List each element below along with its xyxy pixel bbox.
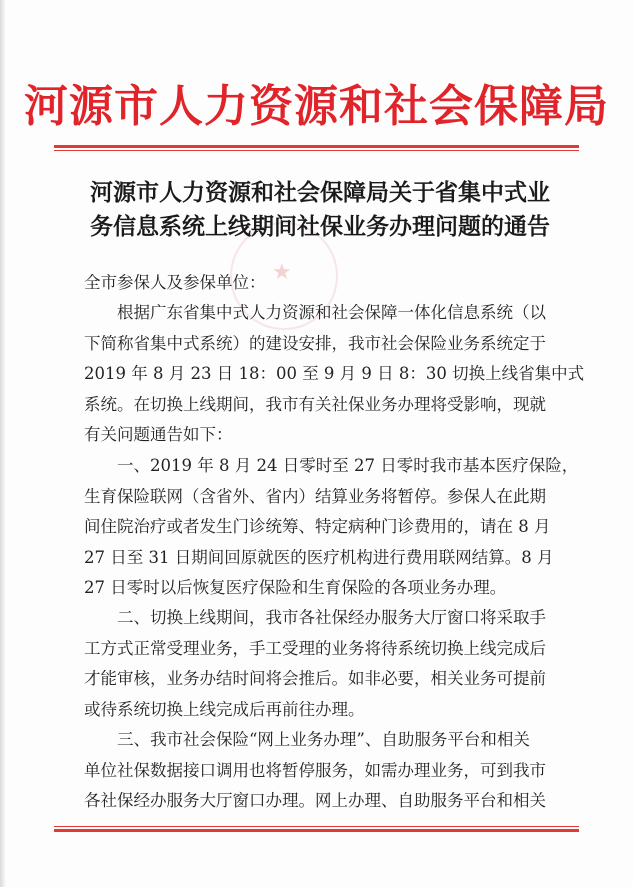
- notice-title-line: 河源市人力资源和社会保障局关于省集中式业: [90, 179, 550, 206]
- paragraph-line: 间住院治疗或者发生门诊统筹、特定病种门诊费用的，请在 8 月: [84, 517, 551, 536]
- notice-title: [70, 176, 570, 244]
- paragraph-item-2: [84, 603, 554, 725]
- paragraph-line: 工方式正常受理业务，手工受理的业务将待系统切换上线完成后: [84, 638, 546, 658]
- paragraph-line: 有关问题通告如下：: [84, 425, 233, 444]
- paragraph-intro: [84, 298, 585, 451]
- agency-letterhead: 河源市人力资源和社会保障局: [24, 81, 609, 132]
- paragraph-line: 2019 年 8 月 23 日 18：00 至 9 月 9 日 8：30 切换上线省集中式: [84, 364, 585, 383]
- notice-title-line: 务信息系统上线期间社保业务办理问题的通告: [90, 213, 550, 240]
- seal-star-icon: ★: [272, 260, 292, 285]
- paragraph-line: 生育保险联网（含省外、省内）结算业务将暂停。参保人在此期: [84, 486, 546, 506]
- paragraph-item-3: [84, 725, 554, 817]
- salutation: 全市参保人及参保单位：: [84, 273, 266, 292]
- paragraph-line: 或待系统切换上线完成后再前往办理。: [84, 699, 365, 719]
- paragraph-line: 下简称省集中式系统）的建设安排，我市社会保险业务系统定于: [84, 333, 546, 353]
- header-rule-thick: [54, 145, 579, 148]
- footer-rule-thin: [54, 826, 579, 827]
- paragraph-line: 27 日零时以后恢复医疗保险和生育保险的各项业务办理。: [84, 578, 507, 597]
- paragraph-line: 各社保经办服务大厅窗口办理。网上办理、自助服务平台和相关: [84, 791, 546, 810]
- footer-rule-thick: [54, 829, 579, 832]
- paragraph-line: 二、切换上线期间，我市各社保经办服务大厅窗口将采取手: [117, 608, 546, 627]
- paragraph-item-1: [84, 451, 579, 604]
- scan-shadow-edge: [0, 0, 6, 887]
- paragraph-line: 三、我市社会保险“网上业务办理”、自助服务平台和相关: [117, 730, 530, 749]
- paragraph-line: 单位社保数据接口调用也将暂停服务，如需办理业务，可到我市: [84, 760, 546, 780]
- paragraph-line: 系统。在切换上线期间，我市有关社保业务办理将受影响，现就: [84, 394, 546, 414]
- header-rule-thin: [54, 150, 579, 151]
- paragraph-line: 根据广东省集中式人力资源和社会保障一体化信息系统（以: [117, 303, 546, 322]
- paragraph-line: 才能审核，业务办结时间将会推后。如非必要，相关业务可提前: [84, 669, 546, 688]
- paragraph-line: 一、2019 年 8 月 24 日零时至 27 日零时我市基本医疗保险，: [117, 456, 579, 475]
- paragraph-line: 27 日至 31 日期间回原就医的医疗机构进行费用联网结算。8 月: [84, 547, 554, 567]
